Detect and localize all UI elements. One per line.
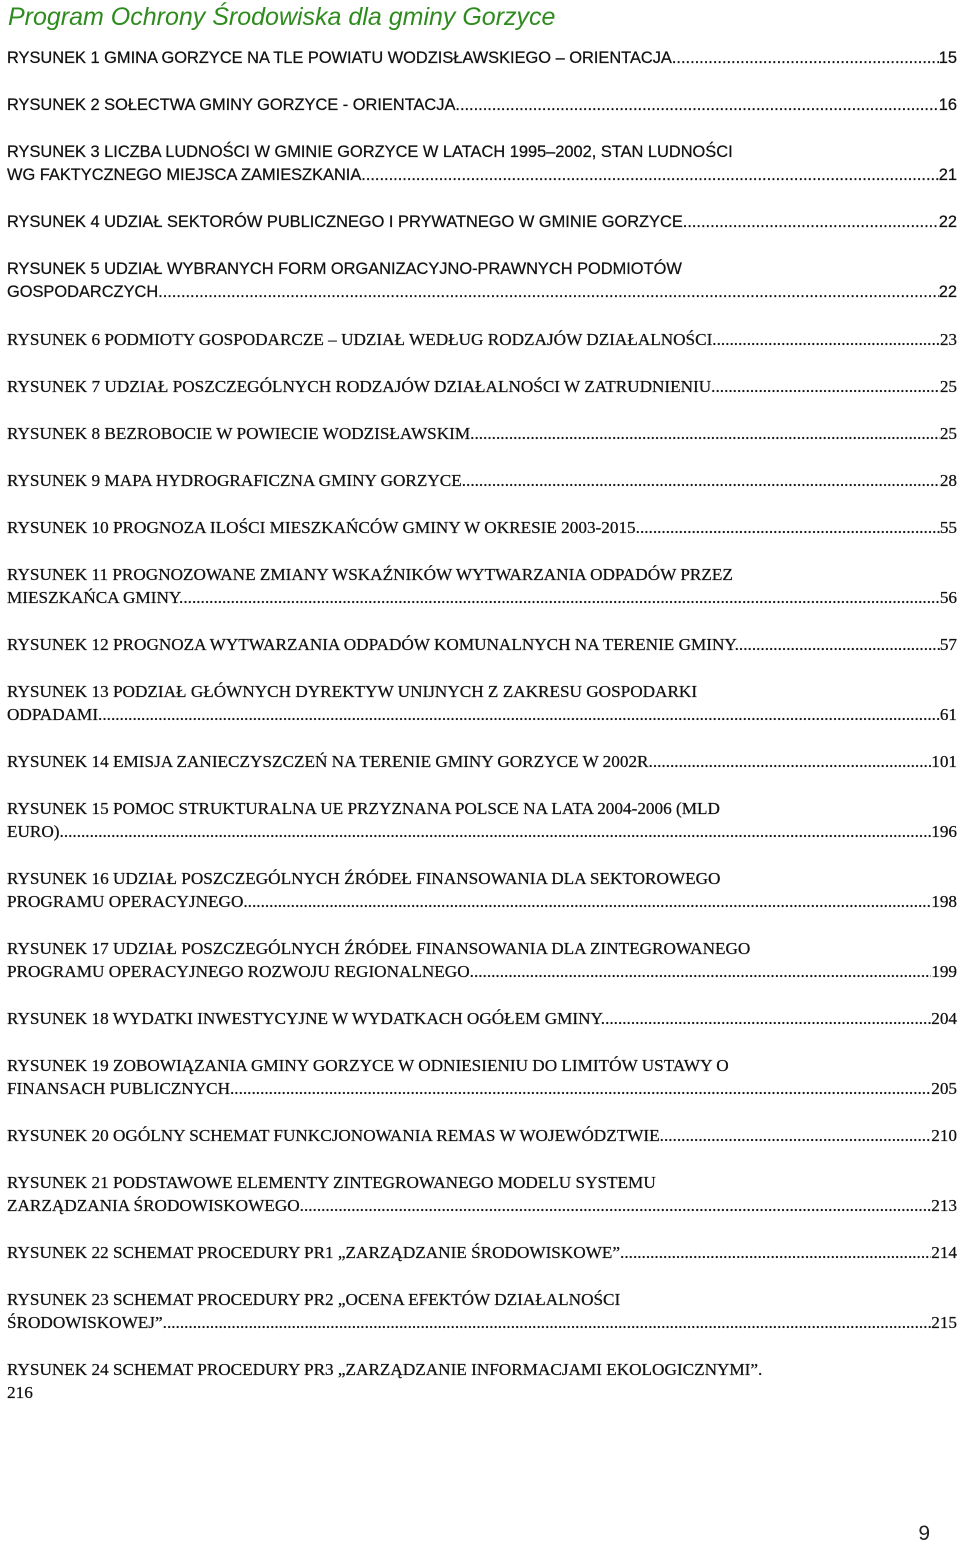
dot-leader xyxy=(455,94,938,117)
toc-entry-title: RYSUNEK 9 MAPA HYDROGRAFICZNA GMINY GORZYCE. xyxy=(7,471,467,490)
toc-entry[interactable] xyxy=(7,1007,957,1030)
toc-entry[interactable] xyxy=(7,211,957,234)
toc-entry-line xyxy=(7,375,957,398)
toc-entry-title: WG FAKTYCZNEGO MIEJSCA ZAMIESZKANIA. xyxy=(7,166,366,184)
toc-entry-page: 215 xyxy=(931,1313,957,1332)
toc-entry[interactable] xyxy=(7,633,957,656)
toc-entry-page: 210 xyxy=(931,1126,957,1145)
dot-leader xyxy=(163,281,939,304)
dot-leader xyxy=(664,1124,931,1147)
toc-entry-title-line1: RYSUNEK 15 POMOC STRUKTURALNA UE PRZYZNANA POLSCE NA LATA 2004-2006 (MLD xyxy=(7,799,720,818)
toc-entry-line xyxy=(7,281,957,304)
document-header-title: Program Ochrony Środowiska dla gminy Gorzyce xyxy=(8,3,556,31)
toc-entry-line xyxy=(7,960,957,983)
dot-leader xyxy=(102,703,939,726)
toc-entry-line xyxy=(7,703,957,726)
toc-entry-line xyxy=(7,750,957,773)
toc-entry-title: PROGRAMU OPERACYJNEGO. xyxy=(7,892,248,911)
dot-leader xyxy=(366,164,939,187)
toc-entry-line xyxy=(7,1007,957,1030)
toc-entry[interactable] xyxy=(7,469,957,492)
toc-entry-page: 196 xyxy=(931,822,957,841)
toc-entry[interactable] xyxy=(7,516,957,539)
toc-entry-title: GOSPODARCZYCH. xyxy=(7,283,163,301)
toc-entry-page: 22 xyxy=(938,213,957,231)
dot-leader xyxy=(687,211,938,234)
toc-entry[interactable] xyxy=(7,141,957,187)
toc-entry[interactable] xyxy=(7,328,957,351)
dot-leader xyxy=(474,422,939,445)
toc-entry-line xyxy=(7,1311,957,1334)
toc-entry-title-line1: RYSUNEK 13 PODZIAŁ GŁÓWNYCH DYREKTYW UNIJNYCH Z ZAKRESU GOSPODARKI xyxy=(7,682,698,701)
dot-leader xyxy=(605,1007,931,1030)
toc-entry[interactable] xyxy=(7,750,957,773)
dot-leader xyxy=(717,328,940,351)
toc-entry-page: 25 xyxy=(939,424,957,443)
dot-leader xyxy=(739,633,940,656)
toc-entry-line xyxy=(7,328,957,351)
table-of-figures xyxy=(7,47,957,1428)
toc-entry-page: 25 xyxy=(939,377,957,396)
toc-entry-title: EURO). xyxy=(7,822,64,841)
dot-leader xyxy=(676,47,938,70)
dot-leader xyxy=(183,586,939,609)
toc-entry-title: PROGRAMU OPERACYJNEGO ROZWOJU REGIONALNEGO. xyxy=(7,962,474,981)
toc-entry-page: 56 xyxy=(939,588,957,607)
toc-entry-line xyxy=(7,1077,957,1100)
toc-entry-page: 57 xyxy=(939,635,957,654)
toc-entry-line xyxy=(7,164,957,187)
toc-entry-title: RYSUNEK 24 SCHEMAT PROCEDURY PR3 „ZARZĄDZANIE INFORMACJAMI EKOLOGICZNYMI”. xyxy=(7,1360,763,1379)
toc-entry-page: 204 xyxy=(931,1009,957,1028)
toc-entry-title: RYSUNEK 12 PROGNOZA WYTWARZANIA ODPADÓW KOMUNALNYCH NA TERENIE GMINY. xyxy=(7,635,739,654)
toc-entry-page: 61 xyxy=(939,705,957,724)
toc-entry-title-line1: RYSUNEK 23 SCHEMAT PROCEDURY PR2 „OCENA EFEKTÓW DZIAŁALNOŚCI xyxy=(7,1290,621,1309)
toc-entry-line xyxy=(7,516,957,539)
toc-entry-title: RYSUNEK 1 GMINA GORZYCE NA TLE POWIATU WODZISŁAWSKIEGO – ORIENTACJA. xyxy=(7,49,677,67)
dot-leader xyxy=(466,469,940,492)
toc-entry[interactable] xyxy=(7,1241,957,1264)
toc-entry[interactable] xyxy=(7,258,957,304)
toc-entry-page: 199 xyxy=(931,962,957,981)
toc-entry-title: RYSUNEK 2 SOŁECTWA GMINY GORZYCE - ORIENTACJA xyxy=(7,96,456,114)
toc-entry[interactable] xyxy=(7,680,957,726)
toc-entry-page: 21 xyxy=(938,166,957,184)
toc-entry-title: RYSUNEK 18 WYDATKI INWESTYCYJNE W WYDATKACH OGÓŁEM GMINY. xyxy=(7,1009,606,1028)
toc-entry-page: 15 xyxy=(938,49,957,67)
toc-entry-title-line1: RYSUNEK 17 UDZIAŁ POSZCZEGÓLNYCH ŹRÓDEŁ FINANSOWANIA DLA ZINTEGROWANEGO xyxy=(7,939,751,958)
toc-entry-line xyxy=(7,586,957,609)
dot-leader xyxy=(620,1241,931,1264)
toc-entry-title: FINANSACH PUBLICZNYCH. xyxy=(7,1079,235,1098)
toc-entry-line xyxy=(7,820,957,843)
toc-entry-title: RYSUNEK 22 SCHEMAT PROCEDURY PR1 „ZARZĄDZANIE ŚRODOWISKOWE” xyxy=(7,1243,621,1262)
toc-entry-title-line1: RYSUNEK 3 LICZBA LUDNOŚCI W GMINIE GORZYCE W LATACH 1995–2002, STAN LUDNOŚCI xyxy=(7,143,733,161)
toc-entry-page: 28 xyxy=(939,471,957,490)
dot-leader xyxy=(640,516,940,539)
toc-entry-title: ODPADAMI. xyxy=(7,705,103,724)
toc-entry[interactable] xyxy=(7,422,957,445)
dot-leader xyxy=(653,750,931,773)
toc-entry-line xyxy=(7,890,957,913)
toc-entry-line xyxy=(7,1124,957,1147)
toc-entry-title: RYSUNEK 10 PROGNOZA ILOŚCI MIESZKAŃCÓW GMINY W OKRESIE 2003-2015. xyxy=(7,518,640,537)
toc-entry-line xyxy=(7,469,957,492)
toc-entry-page: 216 xyxy=(7,1383,33,1402)
toc-entry[interactable] xyxy=(7,1288,957,1334)
toc-entry[interactable] xyxy=(7,375,957,398)
toc-entry-line xyxy=(7,1241,957,1264)
toc-entry-title: ŚRODOWISKOWEJ” xyxy=(7,1313,163,1332)
toc-entry-page: 214 xyxy=(931,1243,957,1262)
toc-entry[interactable] xyxy=(7,867,957,913)
toc-entry[interactable] xyxy=(7,47,957,70)
toc-entry-title-line1: RYSUNEK 19 ZOBOWIĄZANIA GMINY GORZYCE W ODNIESIENIU DO LIMITÓW USTAWY O xyxy=(7,1056,729,1075)
toc-entry-title-line1: RYSUNEK 11 PROGNOZOWANE ZMIANY WSKAŹNIKÓW WYTWARZANIA ODPADÓW PRZEZ xyxy=(7,565,733,584)
toc-entry-page: 22 xyxy=(938,283,957,301)
toc-entry-title: ZARZĄDZANIA ŚRODOWISKOWEGO. xyxy=(7,1196,304,1215)
toc-entry-title: RYSUNEK 6 PODMIOTY GOSPODARCZE – UDZIAŁ WEDŁUG RODZAJÓW DZIAŁALNOŚCI. xyxy=(7,330,717,349)
toc-entry-line xyxy=(7,633,957,656)
toc-entry-line xyxy=(7,422,957,445)
dot-leader xyxy=(474,960,931,983)
toc-entry-title-line1: RYSUNEK 16 UDZIAŁ POSZCZEGÓLNYCH ŹRÓDEŁ FINANSOWANIA DLA SEKTOROWEGO xyxy=(7,869,721,888)
toc-entry[interactable] xyxy=(7,1358,957,1404)
toc-entry[interactable] xyxy=(7,937,957,983)
toc-entry[interactable] xyxy=(7,94,957,117)
toc-entry-page: 205 xyxy=(931,1079,957,1098)
dot-leader xyxy=(248,890,932,913)
toc-entry-title: MIESZKAŃCA GMINY. xyxy=(7,588,184,607)
toc-entry-title: RYSUNEK 7 UDZIAŁ POSZCZEGÓLNYCH RODZAJÓW DZIAŁALNOŚCI W ZATRUDNIENIU. xyxy=(7,377,716,396)
toc-entry-line xyxy=(7,211,957,234)
toc-entry-title-line1: RYSUNEK 5 UDZIAŁ WYBRANYCH FORM ORGANIZACYJNO-PRAWNYCH PODMIOTÓW xyxy=(7,260,682,278)
toc-entry-page: 55 xyxy=(939,518,957,537)
toc-entry-page: 16 xyxy=(938,96,957,114)
toc-entry[interactable] xyxy=(7,797,957,843)
toc-entry[interactable] xyxy=(7,563,957,609)
toc-entry-page: 198 xyxy=(931,892,957,911)
toc-entry[interactable] xyxy=(7,1124,957,1147)
toc-entry-title: RYSUNEK 20 OGÓLNY SCHEMAT FUNKCJONOWANIA REMAS W WOJEWÓDZTWIE. xyxy=(7,1126,664,1145)
toc-entry-title: RYSUNEK 14 EMISJA ZANIECZYSZCZEŃ NA TERENIE GMINY GORZYCE W 2002R. xyxy=(7,752,653,771)
toc-entry-title-line1: RYSUNEK 21 PODSTAWOWE ELEMENTY ZINTEGROWANEGO MODELU SYSTEMU xyxy=(7,1173,656,1192)
toc-entry-page: 23 xyxy=(939,330,957,349)
dot-leader xyxy=(304,1194,931,1217)
toc-entry[interactable] xyxy=(7,1171,957,1217)
toc-entry-title: RYSUNEK 4 UDZIAŁ SEKTORÓW PUBLICZNEGO I PRYWATNEGO W GMINIE GORZYCE. xyxy=(7,213,688,231)
dot-leader xyxy=(234,1077,931,1100)
toc-entry-page: 213 xyxy=(931,1196,957,1215)
toc-entry-line xyxy=(7,94,957,117)
page-number: 9 xyxy=(918,1522,930,1545)
dot-leader xyxy=(163,1311,932,1334)
toc-entry-title: RYSUNEK 8 BEZROBOCIE W POWIECIE WODZISŁAWSKIM. xyxy=(7,424,475,443)
toc-entry[interactable] xyxy=(7,1054,957,1100)
toc-entry-line xyxy=(7,47,957,70)
dot-leader xyxy=(715,375,939,398)
dot-leader xyxy=(64,820,931,843)
toc-entry-page: 101 xyxy=(931,752,957,771)
toc-entry-line xyxy=(7,1194,957,1217)
